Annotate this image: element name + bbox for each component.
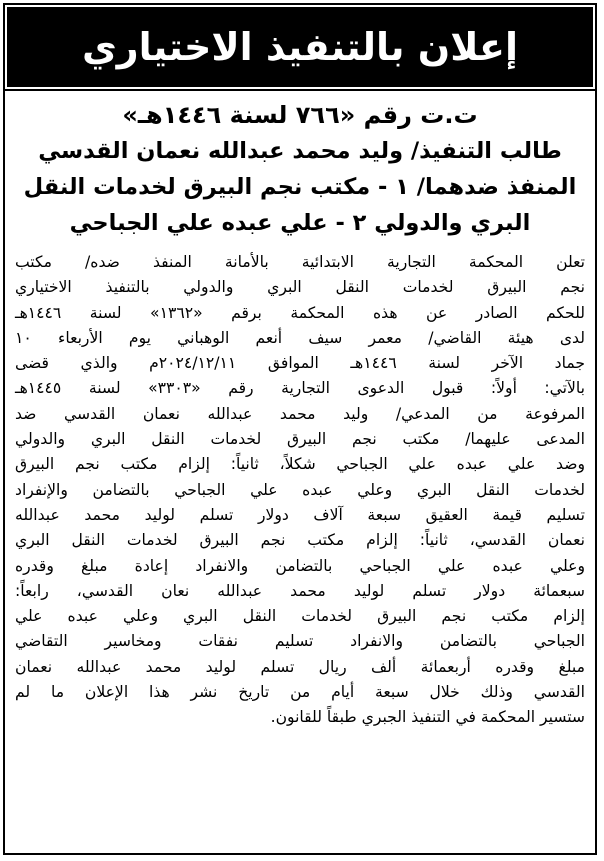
body-line: مبلغ وقدره أربعمائة ألف ريال تسلم لوليد محمد عبدالله نعمان — [15, 657, 585, 676]
body-line: إلزام مكتب نجم البيرق لخدمات النقل البري وعلي عبده علي — [15, 607, 585, 626]
body-line: ستسير المحكمة في التنفيذ الجبري طبقاً للقانون. — [270, 708, 585, 727]
respondents-line-2: البري والدولي ٢ - علي عبده علي الجباحي — [69, 210, 531, 236]
notice-banner-title: إعلان بالتنفيذ الاختياري — [7, 7, 593, 87]
body-line: نجم البيرق لخدمات النقل البري والدولي بالتنفيذ الاختياري — [15, 278, 585, 297]
body-line: الجباحي بالتضامن والانفراد تسليم نفقات ومخاسير التقاضي — [15, 632, 585, 651]
body-line: لخدمات النقل البري وعلي عبده علي الجباحي بالتضامن والإنفراد — [15, 480, 585, 499]
respondents-line-1: المنفذ ضدهما/ ١ - مكتب نجم البيرق لخدمات النقل — [23, 174, 577, 200]
body-line: المدعى عليهما/ مكتب نجم البيرق لخدمات النقل البري والدولي — [15, 430, 585, 449]
body-line: وعلي عبده علي الجباحي بالتضامن والانفراد إعادة مبلغ وقدره — [15, 556, 585, 575]
body-line: بالآتي: أولاً: قبول الدعوى التجارية رقم «٣٣٠٣» لسنة ١٤٤٥هـ — [15, 379, 586, 398]
body-line: نعمان القدسي، ثانياً: إلزام مكتب نجم البيرق لخدمات النقل البري — [15, 531, 585, 550]
body-line: سبعمائة دولار تسلم لوليد محمد عبدالله نعان القدسي، رابعاً: — [15, 581, 585, 600]
body-line: لدى هيئة القاضي/ معمر سيف أنعم الوهباني يوم الأربعاء ١٠ — [15, 328, 585, 347]
body-line: المرفوعة من المدعي/ وليد محمد عبدالله نعمان القدسي ضد — [15, 404, 585, 423]
body-line: وضد علي عبده علي الجباحي شكلاً، ثانياً: إلزام مكتب نجم البيرق — [15, 455, 585, 474]
notice-headings — [15, 97, 585, 241]
body-line: تعلن المحكمة التجارية الابتدائية بالأمانة المنفذ ضده/ مكتب — [15, 253, 585, 271]
notice-frame — [3, 3, 597, 855]
execution-applicant: طالب التنفيذ/ وليد محمد عبدالله نعمان القدسي — [38, 138, 562, 164]
body-line: تسليم قيمة العقيق سبعة آلاف دولار تسلم لوليد محمد عبدالله — [15, 505, 585, 524]
banner-divider — [5, 89, 595, 91]
body-line: القدسي وذلك خلال سبعة أيام من تاريخ نشر هذا الإعلان ما لم — [15, 683, 585, 702]
notice-body — [15, 250, 585, 731]
case-number: ت.ت رقم «٧٦٦ لسنة ١٤٤٦هـ» — [122, 101, 478, 129]
body-line: للحكم الصادر عن هذه المحكمة برقم «١٣٦٢» لسنة ١٤٤٦هـ — [15, 303, 586, 322]
body-line: جماد الآخر لسنة ١٤٤٦هـ الموافق ٢٠٢٤/١٢/١١م والذي قضى — [15, 354, 585, 373]
